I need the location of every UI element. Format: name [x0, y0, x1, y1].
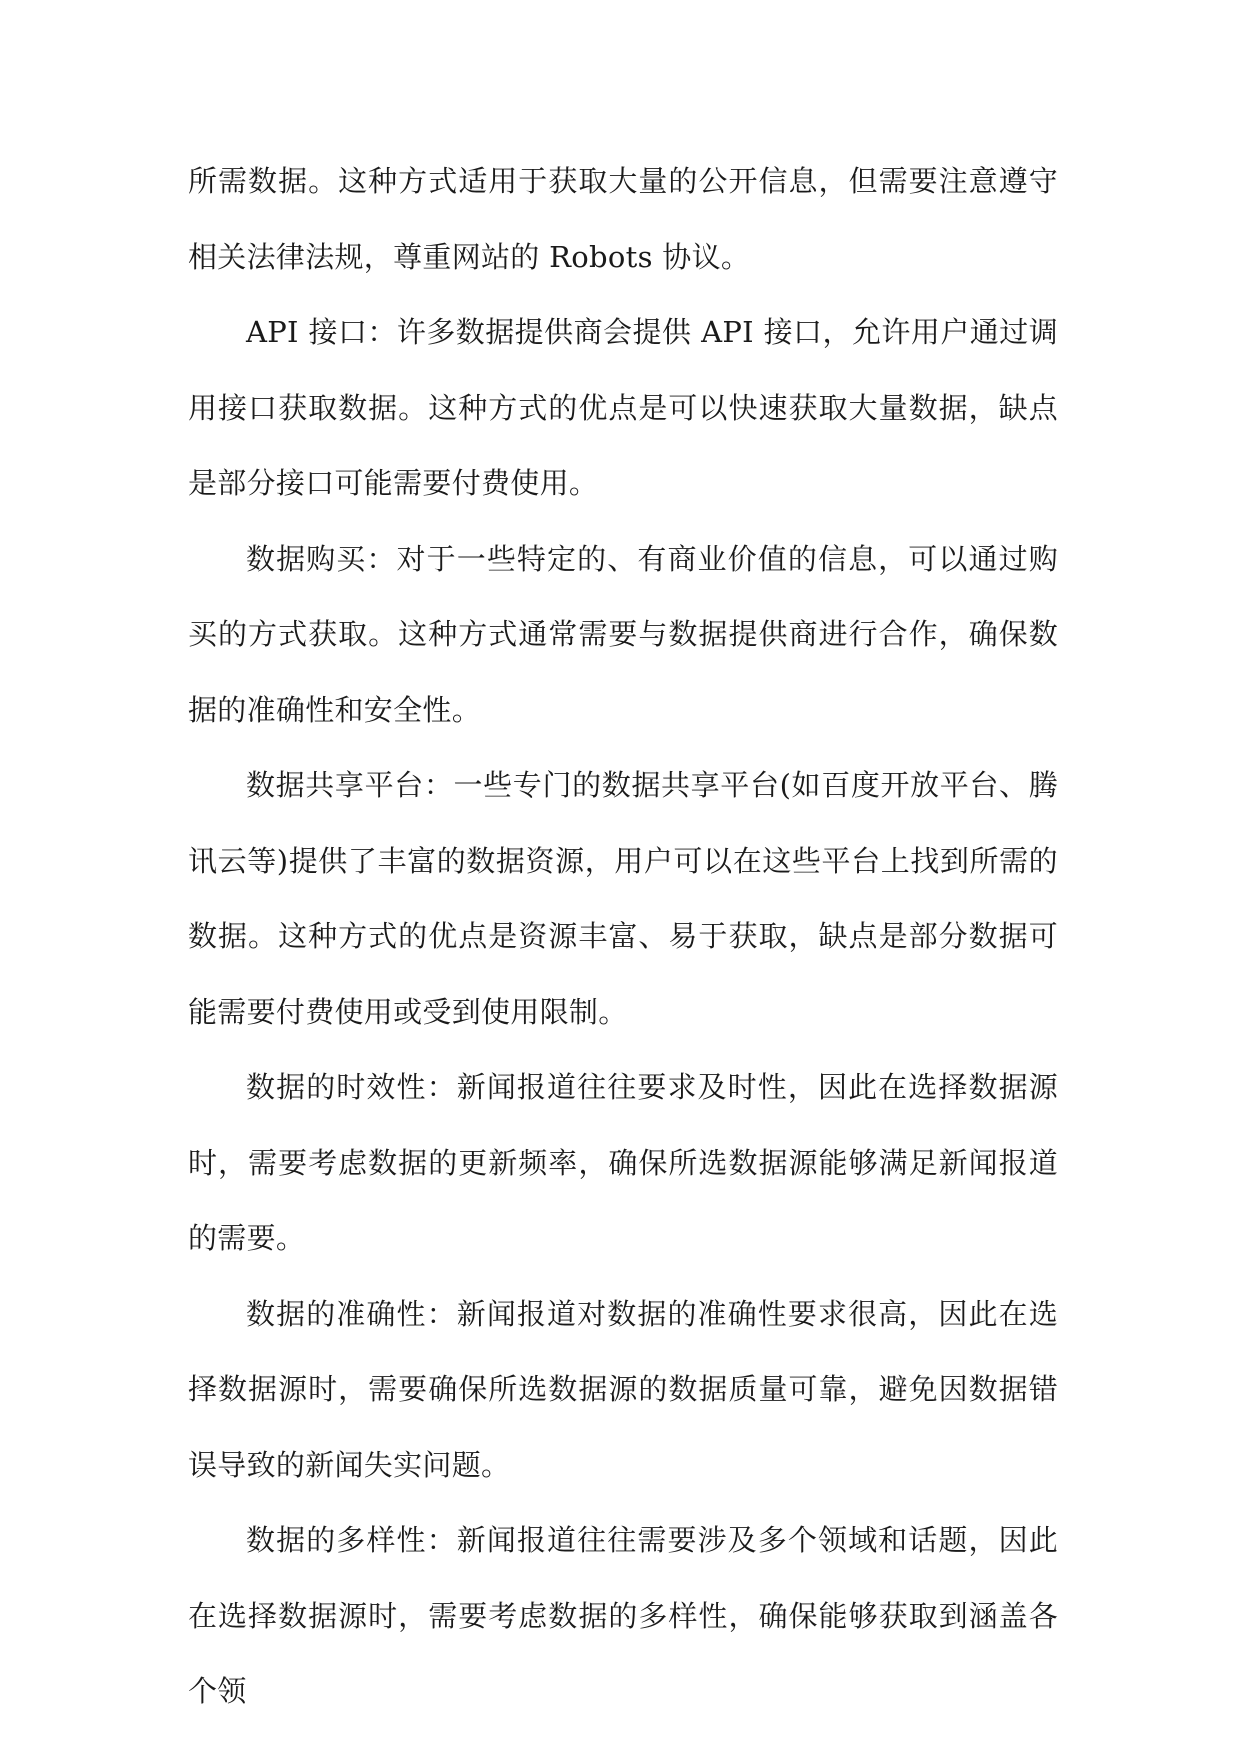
- paragraph-accuracy: 数据的准确性：新闻报道对数据的准确性要求很高，因此在选择数据源时，需要确保所选数据源的数据质量可靠，避免因数据错误导致的新闻失实问题。: [188, 1296, 1058, 1482]
- paragraph-web-scraping-continued: 所需数据。这种方式适用于获取大量的公开信息，但需要注意遵守相关法律法规，尊重网站的 Robots 协议。: [188, 164, 1058, 274]
- document-body: [188, 144, 1058, 1730]
- paragraph-diversity: 数据的多样性：新闻报道往往需要涉及多个领域和话题，因此在选择数据源时，需要考虑数据的多样性，确保能够获取到涵盖各个领: [188, 1523, 1058, 1708]
- paragraph-data-sharing-platform: 数据共享平台：一些专门的数据共享平台(如百度开放平台、腾讯云等)提供了丰富的数据资源，用户可以在这些平台上找到所需的数据。这种方式的优点是资源丰富、易于获取，缺点是部分数据可能需要付费使用或受到使用限制。: [188, 768, 1058, 1029]
- paragraph-api: API 接口：许多数据提供商会提供 API 接口，允许用户通过调用接口获取数据。这种方式的优点是可以快速获取大量数据，缺点是部分接口可能需要付费使用。: [188, 315, 1058, 500]
- paragraph-timeliness: 数据的时效性：新闻报道往往要求及时性，因此在选择数据源时，需要考虑数据的更新频率，确保所选数据源能够满足新闻报道的需要。: [188, 1070, 1058, 1255]
- paragraph-data-purchase: 数据购买：对于一些特定的、有商业价值的信息，可以通过购买的方式获取。这种方式通常需要与数据提供商进行合作，确保数据的准确性和安全性。: [188, 541, 1058, 727]
